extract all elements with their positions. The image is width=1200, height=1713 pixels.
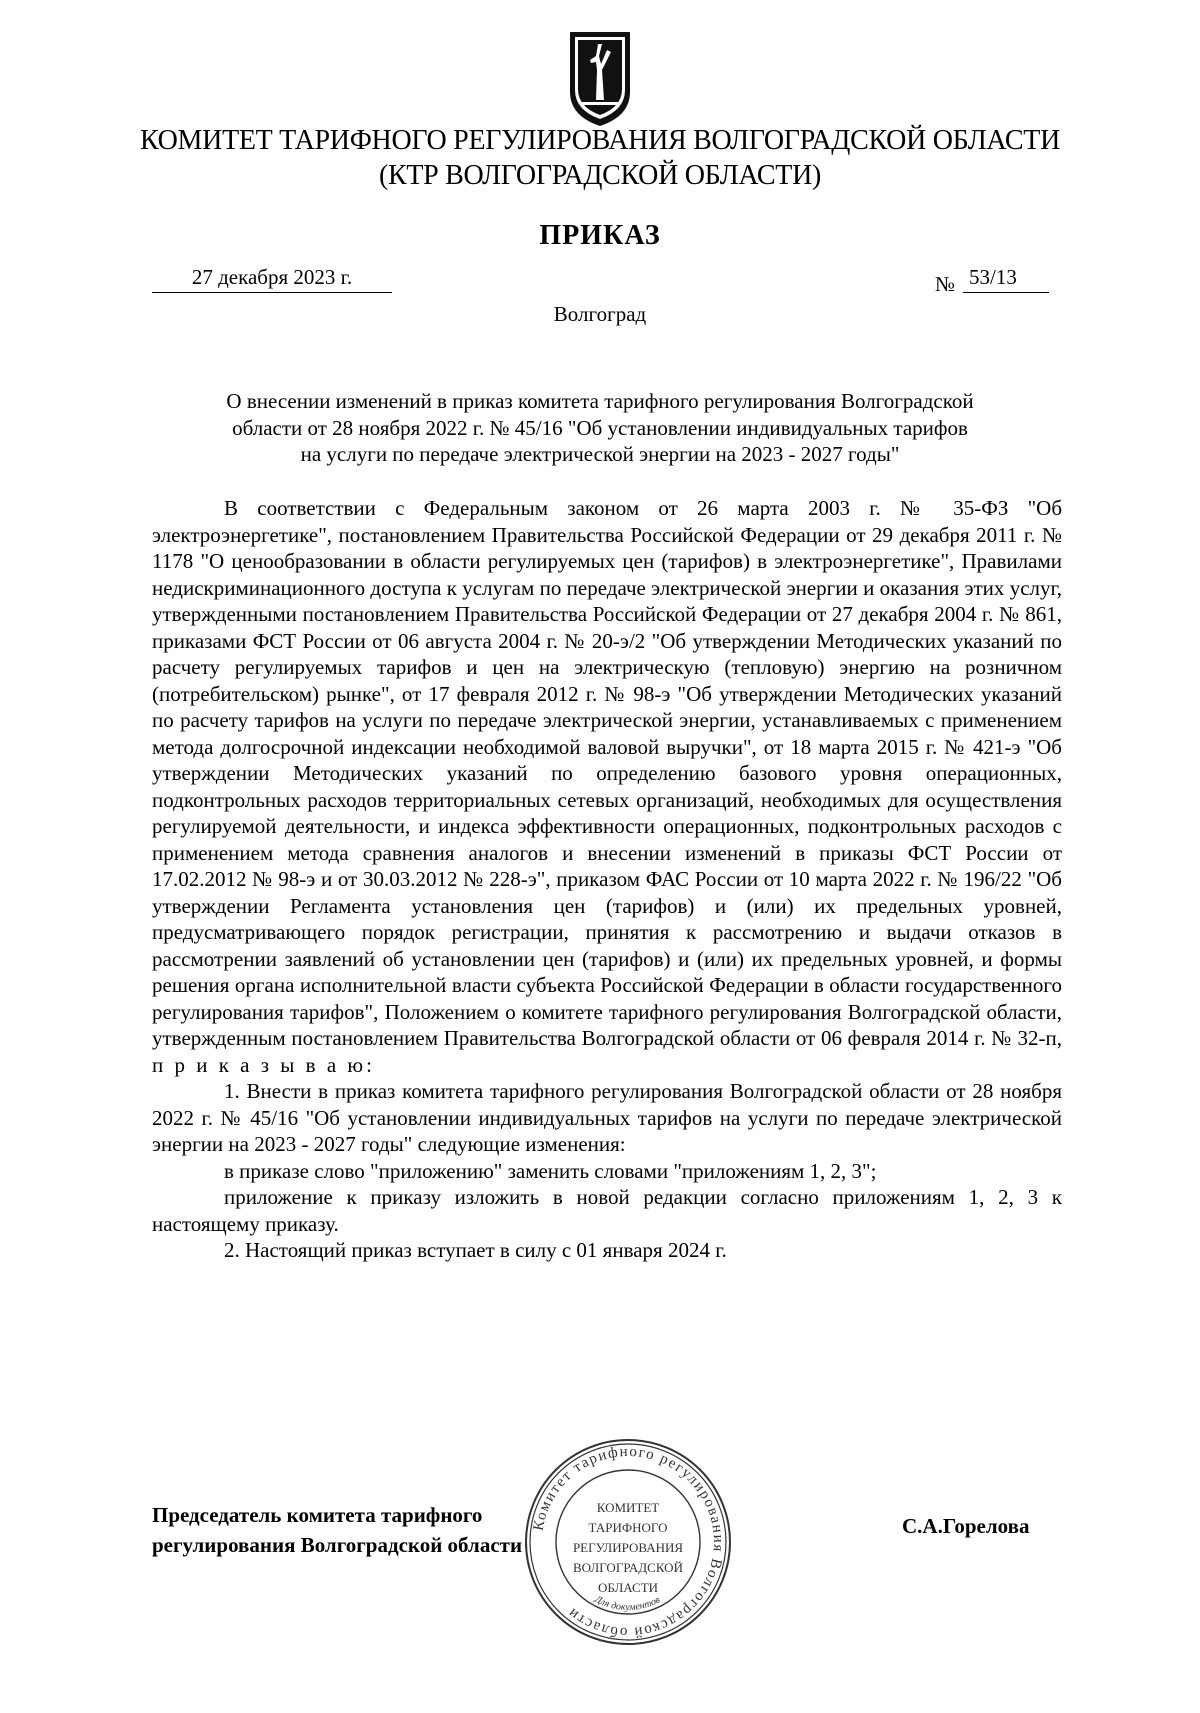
item-2: 2. Настоящий приказ вступает в силу с 01 января 2024 г. <box>224 1238 727 1262</box>
stamp-center-line: ВОЛГОГРАДСКОЙ <box>573 1560 683 1575</box>
document-date: 27 декабря 2023 г. <box>152 265 392 293</box>
volgograd-emblem-icon <box>566 30 634 128</box>
organization-name: КОМИТЕТ ТАРИФНОГО РЕГУЛИРОВАНИЯ ВОЛГОГРАДСКОЙ ОБЛАСТИ <box>139 125 1061 156</box>
stamp-bottom-text: Для документов <box>592 1593 662 1614</box>
position-line: Председатель комитета тарифного <box>152 1503 483 1527</box>
position-line: регулирования Волгоградской области <box>152 1533 523 1557</box>
item-1b: приложение к приказу изложить в новой редакции согласно приложениям 1, 2, 3 к настоящему приказу. <box>152 1185 1062 1236</box>
document-subject <box>150 388 1050 468</box>
stamp-ring-text: Комитет тарифного регулирования Волгоградской области <box>530 1443 727 1641</box>
subject-line: области от 28 ноября 2022 г. № 45/16 "Об установлении индивидуальных тарифов <box>232 415 968 440</box>
official-stamp-seal <box>522 1436 734 1648</box>
subject-line: О внесении изменений в приказ комитета тарифного регулирования Волгоградской <box>226 389 974 413</box>
document-city: Волгоград <box>553 302 647 326</box>
stamp-center-line: ТАРИФНОГО <box>588 1520 668 1535</box>
stamp-center-line: КОМИТЕТ <box>596 1500 660 1515</box>
document-number: 53/13 <box>963 265 1049 293</box>
stamp-center-line: РЕГУЛИРОВАНИЯ <box>572 1540 684 1555</box>
prikazyvayu-text: п р и к а з ы в а ю: <box>152 1052 375 1077</box>
document-body <box>152 495 1062 1264</box>
preamble-paragraph <box>152 495 1062 1078</box>
item-1: 1. Внести в приказ комитета тарифного регулирования Волгоградской области от 28 ноября 2022 г. № 45/16 "Об установлении индивидуальных тарифов на услуги по передаче электрической энергии на 2023 - 2027 годы" следующие изменения: <box>152 1079 1062 1156</box>
document-type: ПРИКАЗ <box>539 220 661 251</box>
signatory-position <box>152 1500 522 1560</box>
organization-abbreviation: (КТР ВОЛГОГРАДСКОЙ ОБЛАСТИ) <box>378 160 822 191</box>
signatory-name: С.А.Горелова <box>902 1514 1030 1538</box>
subject-line: на услуги по передаче электрической энергии на 2023 - 2027 годы" <box>300 442 900 466</box>
item-1a: в приказе слово "приложению" заменить словами "приложениям 1, 2, 3"; <box>224 1158 877 1183</box>
number-sign: № <box>935 272 956 296</box>
stamp-center-line: ОБЛАСТИ <box>597 1580 659 1595</box>
preamble-text: В соответствии с Федеральным законом от 26 марта 2003 г. № 35-ФЗ "Об электроэнергетике", постановлением Правительства Российской Федерации от 29 декабря 2011 г. № 1178 "О ценообразовании в области регулируемых цен (тарифов) в электроэнергетике", Правилами недискриминационного доступа к услугам по передаче электрической энергии и оказания этих услуг, утвержденными постановлением Правительства Российской Федерации от 27 декабря 2004 г. № 861, приказами ФСТ России от 06 августа 2004 г. № 20-э/2 "Об утверждении Методических указаний по расчету регулируемых тарифов и цен на электрическую (тепловую) энергию на розничном (потребительском) рынке", от 17 февраля 2012 г. № 98-э "Об утверждении Методических указаний по расчету тарифов на услуги по передаче электрической энергии, устанавливаемых с применением метода долгосрочной индексации необходимой валовой выручки", от 18 марта 2015 г. № 421-э "Об утверждении Методических указаний по определению базового уровня операционных, подконтрольных расходов территориальных сетевых организаций, необходимых для осуществления регулируемой деятельности, и индекса эффективности операционных, подконтрольных расходов с применением метода сравнения аналогов и внесении изменений в приказы ФСТ России от 17.02.2012 № 98-э и от 30.03.2012 № 228-э", приказом ФАС России от 10 марта 2022 г. № 196/22 "Об утверждении Регламента установления цен (тарифов) и (или) их предельных уровней, предусматривающего порядок регистрации, принятия к рассмотрению и выдачи отказов в рассмотрении заявлений об установлении цен (тарифов) и (или) их предельных уровней, и формы решения органа исполнительной власти субъекта Российской Федерации в области государственного регулирования тарифов", Положением о комитете тарифного регулирования Волгоградской области, утвержденным постановлением Правительства Волгоградской области от 06 февраля 2014 г. № 32-п, <box>152 496 1062 1050</box>
